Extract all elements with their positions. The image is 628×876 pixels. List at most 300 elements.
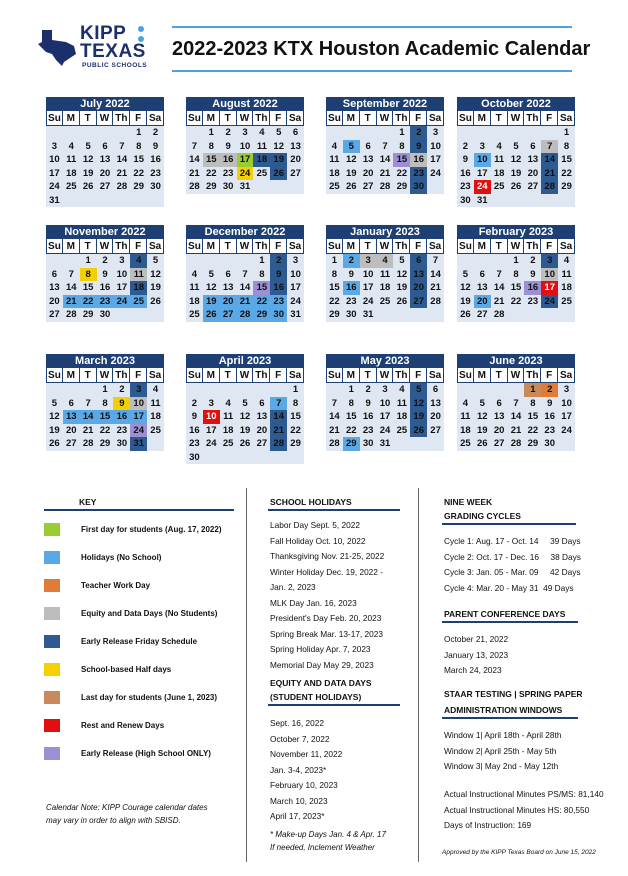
- weekday-header: Su: [326, 239, 343, 254]
- weekday-header: F: [129, 111, 147, 126]
- empty-day: [343, 126, 360, 140]
- calendar-day: 16: [113, 410, 130, 424]
- page-title: 2022-2023 KTX Houston Academic Calendar: [172, 38, 591, 60]
- calendar-day: 12: [474, 410, 491, 424]
- calendar-day: 19: [474, 424, 491, 438]
- calendar-day: 10: [474, 153, 491, 167]
- empty-day: [541, 194, 558, 208]
- weekday-header: F: [409, 368, 427, 383]
- weekday-header: Sa: [286, 111, 304, 126]
- grading-cycle-item: Cycle 2: Oct. 17 - Dec. 16 38 Days: [444, 551, 581, 562]
- calendar-day: 27: [524, 180, 541, 194]
- calendar-day: 14: [326, 410, 343, 424]
- weekday-header: Sa: [426, 368, 444, 383]
- calendar-day: 2: [220, 126, 237, 140]
- empty-day: [220, 254, 237, 268]
- calendar-day: 9: [113, 397, 130, 411]
- calendar-day: 18: [186, 295, 203, 309]
- key-swatch: [44, 691, 60, 704]
- calendar-note-line: Calendar Note: KIPP Courage calendar dates: [46, 803, 208, 812]
- empty-day: [237, 254, 254, 268]
- calendar-day: 7: [186, 140, 203, 154]
- calendar-day: 2: [270, 254, 287, 268]
- calendar-day: 1: [393, 126, 410, 140]
- calendar-day: 4: [326, 140, 343, 154]
- calendar-day: 11: [457, 410, 474, 424]
- calendar-day: 4: [220, 397, 237, 411]
- calendar-day: 25: [253, 167, 270, 181]
- calendar-day: 15: [287, 410, 304, 424]
- calendar-day: 7: [491, 268, 508, 282]
- calendar-day: 18: [491, 167, 508, 181]
- calendar-day: 20: [253, 424, 270, 438]
- calendar-day: 25: [186, 308, 203, 322]
- calendar-day: 22: [203, 167, 220, 181]
- calendar-day: 26: [474, 437, 491, 451]
- weekday-header: Th: [523, 368, 541, 383]
- calendar-day: 28: [377, 180, 394, 194]
- calendar-day: 8: [287, 397, 304, 411]
- calendar-day: 12: [270, 140, 287, 154]
- empty-day: [427, 308, 444, 322]
- calendar-day: 1: [508, 254, 525, 268]
- equity-day-item: October 7, 2022: [270, 733, 330, 744]
- calendar-day: 18: [130, 281, 147, 295]
- calendar-day: 28: [427, 295, 444, 309]
- weekday-header: W: [236, 239, 254, 254]
- calendar-day: 21: [377, 167, 394, 181]
- calendar-day: 19: [410, 410, 427, 424]
- weekday-header: W: [376, 239, 394, 254]
- equity-day-item: Sept. 16, 2022: [270, 718, 324, 728]
- key-item: [44, 522, 221, 536]
- calendar-day: 21: [326, 424, 343, 438]
- calendar-day: 1: [80, 254, 97, 268]
- calendar-day: 15: [343, 410, 360, 424]
- calendar-day: 8: [203, 140, 220, 154]
- equity-day-item: April 17, 2023*: [270, 811, 325, 821]
- weekday-header: F: [129, 239, 147, 254]
- weekday-header: T: [490, 368, 508, 383]
- calendar-day: 20: [524, 167, 541, 181]
- grading-cycle-item: Cycle 3: Jan. 05 - Mar. 09 42 Days: [444, 567, 581, 577]
- calendar-day: 26: [457, 308, 474, 322]
- calendar-day: 13: [427, 397, 444, 411]
- calendar-day: 31: [474, 194, 491, 208]
- calendar-day: 4: [253, 126, 270, 140]
- calendar-day: 27: [287, 167, 304, 181]
- calendar-day: 26: [46, 437, 63, 451]
- calendar-day: 22: [393, 167, 410, 181]
- empty-day: [97, 194, 114, 208]
- calendar-day: 23: [220, 167, 237, 181]
- empty-day: [46, 383, 63, 397]
- calendar-day: 20: [63, 424, 80, 438]
- calendar-day: 10: [237, 140, 254, 154]
- weekday-header: F: [129, 368, 147, 383]
- calendar-day: 8: [130, 140, 147, 154]
- calendar-day: 30: [147, 180, 164, 194]
- calendar-day: 5: [203, 268, 220, 282]
- calendar-day: 22: [287, 424, 304, 438]
- calendar-day: 30: [541, 437, 558, 451]
- calendar-day: 24: [427, 167, 444, 181]
- calendar-day: 30: [186, 451, 203, 465]
- holiday-item: Labor Day Sept. 5, 2022: [270, 520, 360, 530]
- empty-day: [457, 254, 474, 268]
- weekday-header: T: [219, 111, 237, 126]
- calendar-day: 29: [253, 308, 270, 322]
- calendar-day: 11: [377, 268, 394, 282]
- calendar-day: 7: [270, 397, 287, 411]
- calendar-day: 31: [360, 308, 377, 322]
- calendar-day: 3: [113, 254, 130, 268]
- calendar-day: 6: [287, 126, 304, 140]
- calendar-day: 21: [491, 295, 508, 309]
- empty-day: [80, 383, 97, 397]
- staar-subtitle: ADMINISTRATION WINDOWS: [444, 705, 563, 715]
- holiday-item: Spring Break Mar. 13-17, 2023: [270, 628, 383, 639]
- calendar-day: 1: [97, 383, 114, 397]
- weekday-header: Su: [186, 111, 203, 126]
- calendar-day: 14: [186, 153, 203, 167]
- calendar-day: 5: [46, 397, 63, 411]
- kipp-texas-logo: [36, 24, 156, 70]
- calendar-day: 22: [97, 424, 114, 438]
- calendar-day: 22: [524, 424, 541, 438]
- weekday-header: F: [269, 368, 287, 383]
- key-label: First day for students (Aug. 17, 2022): [81, 524, 222, 534]
- empty-day: [474, 126, 491, 140]
- calendar-day: 18: [63, 167, 80, 181]
- empty-day: [113, 194, 130, 208]
- calendar-day: 17: [203, 424, 220, 438]
- calendar-day: 29: [130, 180, 147, 194]
- empty-day: [474, 383, 491, 397]
- empty-day: [377, 126, 394, 140]
- calendar-day: 4: [63, 140, 80, 154]
- key-label: Early Release Friday Schedule: [81, 636, 198, 646]
- calendar-day: 16: [410, 153, 427, 167]
- calendar-day: 28: [113, 180, 130, 194]
- calendar-day: 23: [186, 437, 203, 451]
- weekday-header: F: [409, 111, 427, 126]
- weekday-header: M: [202, 239, 220, 254]
- calendar-day: 30: [457, 194, 474, 208]
- calendar-day: 18: [220, 424, 237, 438]
- weekday-header: Sa: [557, 111, 575, 126]
- empty-day: [508, 383, 525, 397]
- equity-days-title: EQUITY AND DATA DAYS: [270, 678, 372, 688]
- calendar-day: 23: [343, 295, 360, 309]
- calendar-day: 3: [287, 254, 304, 268]
- calendar-day: 24: [360, 295, 377, 309]
- calendar-day: 20: [97, 167, 114, 181]
- calendar-day: 7: [237, 268, 254, 282]
- key-item: [44, 662, 171, 676]
- empty-day: [147, 437, 164, 451]
- weekday-header: M: [342, 239, 360, 254]
- month-title: December 2022: [186, 225, 304, 239]
- calendar-day: 10: [427, 140, 444, 154]
- staar-window-item: Window 1| April 18th - April 28th: [444, 730, 562, 740]
- key-swatch: [44, 551, 60, 564]
- calendar-day: 12: [393, 268, 410, 282]
- calendar-day: 1: [558, 126, 575, 140]
- calendar-day: 9: [541, 397, 558, 411]
- weekday-header: M: [473, 368, 491, 383]
- calendar-day: 18: [558, 281, 575, 295]
- calendar-day: 19: [46, 424, 63, 438]
- key-underline: [44, 509, 234, 511]
- calendar-day: 15: [97, 410, 114, 424]
- empty-day: [491, 383, 508, 397]
- calendar-day: 8: [508, 268, 525, 282]
- holiday-item: Memorial Day May 29, 2023: [270, 659, 374, 670]
- calendar-day: 24: [558, 424, 575, 438]
- calendar-day: 24: [130, 424, 147, 438]
- calendar-day: 27: [63, 437, 80, 451]
- grading-underline: [442, 523, 576, 525]
- empty-day: [524, 308, 541, 322]
- calendar-day: 17: [130, 410, 147, 424]
- calendar-day: 7: [427, 254, 444, 268]
- calendar-day: 15: [524, 410, 541, 424]
- calendar-day: 17: [427, 153, 444, 167]
- calendar-day: 4: [186, 268, 203, 282]
- month-title: September 2022: [326, 97, 444, 111]
- holiday-item: Winter Holiday Dec. 19, 2022 -: [270, 566, 383, 577]
- weekday-header: W: [507, 239, 525, 254]
- calendar-day: 11: [558, 268, 575, 282]
- instructional-minutes-item: Actual Instructional Minutes HS: 80,550: [444, 804, 590, 815]
- month-title: July 2022: [46, 97, 164, 111]
- calendar-day: 8: [326, 268, 343, 282]
- weekday-header: T: [79, 368, 97, 383]
- conference-day-item: March 24, 2023: [444, 665, 502, 675]
- equity-day-item: March 10, 2023: [270, 795, 328, 806]
- calendar-day: 24: [377, 424, 394, 438]
- weekday-header: M: [62, 111, 80, 126]
- weekday-header: Th: [392, 111, 410, 126]
- month-calendar: [46, 354, 164, 451]
- key-label: Equity and Data Days (No Students): [81, 608, 218, 618]
- logo-public-schools: PUBLIC SCHOOLS: [82, 62, 148, 69]
- equity-day-item: Jan. 3-4, 2023*: [270, 764, 327, 775]
- holiday-item: Fall Holiday Oct. 10, 2022: [270, 535, 366, 546]
- calendar-day: 29: [203, 180, 220, 194]
- weekday-header: Sa: [286, 239, 304, 254]
- calendar-day: 16: [343, 281, 360, 295]
- calendar-day: 11: [326, 153, 343, 167]
- calendar-day: 11: [147, 397, 164, 411]
- empty-day: [220, 383, 237, 397]
- calendar-day: 10: [558, 397, 575, 411]
- calendar-day: 21: [237, 295, 254, 309]
- calendar-day: 1: [524, 383, 541, 397]
- calendar-note: [46, 801, 208, 827]
- calendar-day: 27: [491, 437, 508, 451]
- calendar-day: 20: [410, 281, 427, 295]
- empty-day: [253, 383, 270, 397]
- calendar-day: 21: [113, 167, 130, 181]
- calendar-day: 9: [270, 268, 287, 282]
- weekday-header: M: [473, 111, 491, 126]
- calendar-day: 14: [113, 153, 130, 167]
- calendar-day: 13: [474, 281, 491, 295]
- calendar-day: 28: [508, 437, 525, 451]
- month-title: April 2023: [186, 354, 304, 368]
- key-label: Teacher Work Day: [81, 580, 151, 590]
- empty-day: [491, 254, 508, 268]
- calendar-day: 22: [326, 295, 343, 309]
- calendar-day: 16: [220, 153, 237, 167]
- calendar-day: 24: [46, 180, 63, 194]
- empty-day: [97, 126, 114, 140]
- month-calendar: [457, 225, 575, 322]
- calendar-day: 8: [558, 140, 575, 154]
- calendar-day: 6: [474, 268, 491, 282]
- empty-day: [113, 308, 130, 322]
- calendar-day: 19: [237, 424, 254, 438]
- calendar-day: 17: [360, 281, 377, 295]
- empty-day: [326, 126, 343, 140]
- empty-day: [326, 383, 343, 397]
- weekday-header: Su: [457, 239, 474, 254]
- calendar-day: 4: [558, 254, 575, 268]
- month-calendar: [186, 354, 304, 464]
- calendar-day: 4: [491, 140, 508, 154]
- calendar-day: 20: [491, 424, 508, 438]
- calendar-day: 30: [270, 308, 287, 322]
- empty-day: [130, 308, 147, 322]
- calendar-day: 7: [377, 140, 394, 154]
- key-label: Rest and Renew Days: [81, 720, 165, 730]
- calendar-day: 12: [343, 153, 360, 167]
- calendar-day: 7: [113, 140, 130, 154]
- calendar-day: 3: [558, 383, 575, 397]
- instructional-minutes-list: [444, 787, 604, 834]
- calendar-day: 16: [360, 410, 377, 424]
- weekday-header: Su: [457, 111, 474, 126]
- calendar-day: 16: [457, 167, 474, 181]
- weekday-header: Su: [46, 368, 63, 383]
- calendar-day: 30: [343, 308, 360, 322]
- calendar-day: 11: [186, 281, 203, 295]
- calendar-day: 27: [410, 295, 427, 309]
- calendar-day: 17: [287, 281, 304, 295]
- calendar-day: 3: [237, 126, 254, 140]
- key-item: [44, 690, 217, 704]
- calendar-day: 5: [457, 268, 474, 282]
- calendar-day: 13: [46, 281, 63, 295]
- calendar-day: 20: [220, 295, 237, 309]
- calendar-day: 10: [541, 268, 558, 282]
- month-title: November 2022: [46, 225, 164, 239]
- equity-day-item: November 11, 2022: [270, 749, 343, 759]
- empty-day: [474, 254, 491, 268]
- empty-day: [203, 254, 220, 268]
- empty-day: [80, 126, 97, 140]
- calendar-day: 18: [377, 281, 394, 295]
- calendar-day: 5: [147, 254, 164, 268]
- calendar-day: 8: [343, 397, 360, 411]
- month-calendar: [457, 97, 575, 207]
- column-divider: [246, 488, 247, 862]
- calendar-day: 28: [326, 437, 343, 451]
- title-rule-bottom: [172, 70, 572, 72]
- month-calendar: [326, 354, 444, 451]
- calendar-day: 29: [97, 437, 114, 451]
- empty-day: [558, 308, 575, 322]
- calendar-day: 2: [113, 383, 130, 397]
- staar-underline: [442, 717, 578, 719]
- key-swatch: [44, 523, 60, 536]
- calendar-day: 15: [80, 281, 97, 295]
- calendar-day: 26: [343, 180, 360, 194]
- key-item: [44, 746, 211, 760]
- calendar-day: 6: [97, 140, 114, 154]
- weekday-header: Su: [186, 239, 203, 254]
- calendar-day: 25: [377, 295, 394, 309]
- calendar-day: 25: [220, 437, 237, 451]
- calendar-day: 28: [491, 308, 508, 322]
- staar-window-item: Window 3| May 2nd - May 12th: [444, 761, 559, 771]
- calendar-day: 24: [474, 180, 491, 194]
- calendar-day: 3: [46, 140, 63, 154]
- calendar-day: 31: [46, 194, 63, 208]
- month-title: August 2022: [186, 97, 304, 111]
- month-title: January 2023: [326, 225, 444, 239]
- empty-day: [360, 126, 377, 140]
- empty-day: [287, 180, 304, 194]
- calendar-day: 5: [270, 126, 287, 140]
- weekday-header: Su: [46, 111, 63, 126]
- calendar-day: 27: [253, 437, 270, 451]
- empty-day: [63, 126, 80, 140]
- calendar-day: 19: [508, 167, 525, 181]
- calendar-day: 10: [46, 153, 63, 167]
- calendar-day: 9: [524, 268, 541, 282]
- calendar-day: 22: [558, 167, 575, 181]
- calendar-day: 13: [524, 153, 541, 167]
- calendar-day: 20: [474, 295, 491, 309]
- key-item: [44, 634, 197, 648]
- calendar-day: 19: [147, 281, 164, 295]
- calendar-day: 29: [558, 180, 575, 194]
- calendar-day: 18: [253, 153, 270, 167]
- calendar-day: 28: [186, 180, 203, 194]
- weekday-header: T: [359, 368, 377, 383]
- calendar-day: 6: [491, 397, 508, 411]
- parent-conference-list: [444, 632, 508, 679]
- calendar-day: 10: [203, 410, 220, 424]
- calendar-day: 27: [474, 308, 491, 322]
- equity-day-item: February 10, 2023: [270, 780, 338, 790]
- calendar-day: 16: [541, 410, 558, 424]
- holiday-item: Thanksgiving Nov. 21-25, 2022: [270, 551, 385, 561]
- grading-title: NINE WEEK: [444, 497, 493, 507]
- calendar-day: 14: [491, 281, 508, 295]
- calendar-day: 13: [63, 410, 80, 424]
- weekday-header: W: [236, 111, 254, 126]
- logo-kipp: KIPP: [80, 23, 127, 44]
- calendar-day: 3: [203, 397, 220, 411]
- weekday-header: W: [507, 368, 525, 383]
- weekday-header: M: [342, 368, 360, 383]
- calendar-day: 14: [80, 410, 97, 424]
- calendar-day: 8: [80, 268, 97, 282]
